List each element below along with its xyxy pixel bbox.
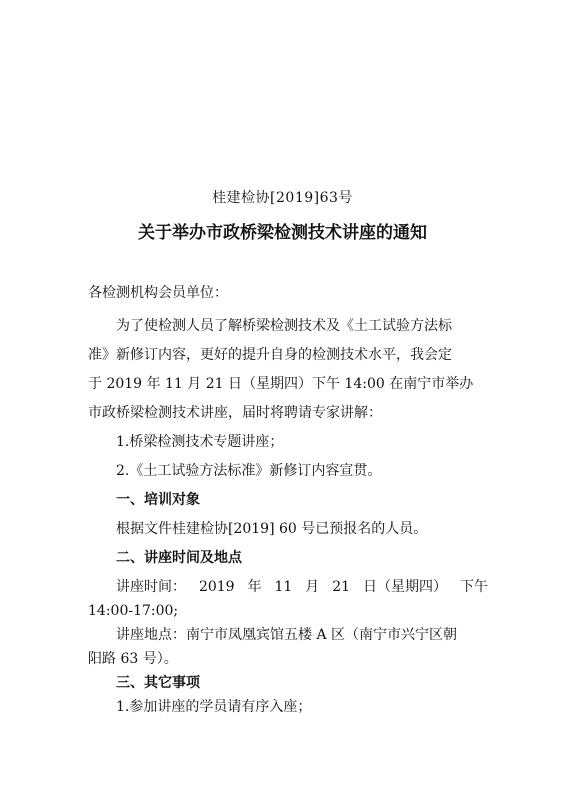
intro-line-2: 准》新修订内容，更好的提升自身的检测技术水平，我会定 (88, 347, 452, 363)
lecture-time-afternoon: 下午 (459, 579, 488, 595)
topic-item-2: 2.《土工试验方法标准》新修订内容宣贯。 (116, 463, 382, 479)
lecture-place-line-2: 阳路 63 号）。 (88, 651, 178, 667)
section-heading-training-target: 一、培训对象 (116, 492, 200, 508)
lecture-time-year-unit: 年 (247, 579, 262, 595)
lecture-time-year: 2019 (198, 579, 235, 595)
lecture-time-label: 讲座时间： (116, 579, 186, 595)
other-item-1: 1.参加讲座的学员请有序入座； (116, 699, 312, 715)
section-body-training-target: 根据文件桂建检协[2019] 60 号已预报名的人员。 (116, 521, 428, 537)
intro-line-1: 为了使检测人员了解桥梁检测技术及《土工试验方法标 (116, 318, 452, 334)
intro-line-3: 于 2019 年 11 月 21 日（星期四）下午 14:00 在南宁市举办 (88, 376, 474, 392)
section-heading-other: 三、其它事项 (116, 675, 200, 691)
lecture-time-month: 11 (274, 579, 293, 595)
section-heading-time-place: 二、讲座时间及地点 (116, 550, 242, 566)
salutation: 各检测机构会员单位： (88, 285, 228, 301)
document-title: 关于举办市政桥梁检测技术讲座的通知 (138, 223, 427, 243)
document-number: 桂建检协[2019]63号 (212, 190, 353, 206)
lecture-time-continuation: 14:00-17:00; (88, 603, 179, 619)
lecture-time-weekday: 日（星期四） (363, 579, 448, 595)
lecture-time-day: 21 (332, 579, 351, 595)
topic-item-1: 1.桥梁检测技术专题讲座； (116, 434, 284, 450)
lecture-time-month-unit: 月 (305, 579, 320, 595)
intro-line-4: 市政桥梁检测技术讲座，届时将聘请专家讲解： (88, 405, 382, 421)
lecture-time-line (116, 577, 488, 597)
lecture-place-line-1: 讲座地点：南宁市凤凰宾馆五楼 A 区（南宁市兴宁区朝 (116, 627, 458, 643)
